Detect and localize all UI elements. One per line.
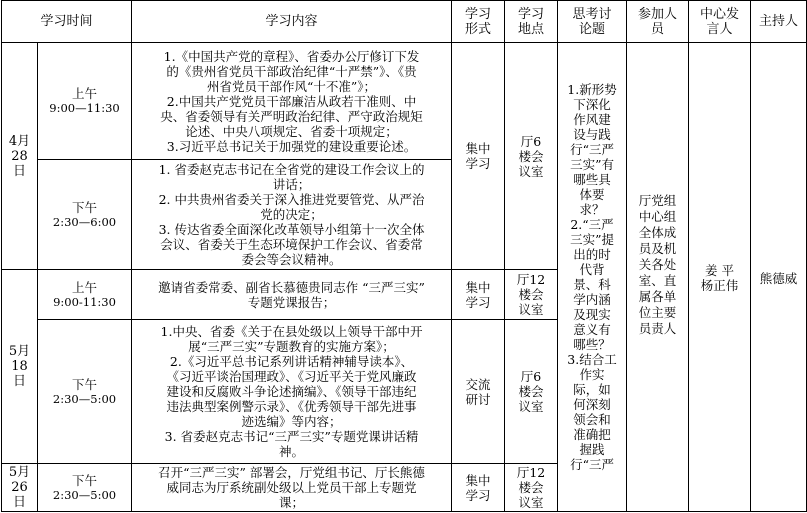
discussion-topics: 1.新形势 下深化 作风建 设与践 行“三严 三实”有 哪些具 体要 求？ 2.“三严 三实”提 出的时 代背 景、科 学内涵 及现实 意义有 哪些？ 3.结合工 作实 际，如 何深刻 领会和 准确把 握践 行“三严 bbox=[558, 43, 627, 512]
header-discussion-topics: 思考讨 论题 bbox=[558, 1, 627, 43]
header-study-form: 学习 形式 bbox=[452, 1, 505, 43]
study-place: 厅6 楼会 议室 bbox=[505, 320, 558, 464]
study-form: 交流 研讨 bbox=[452, 320, 505, 464]
participants: 厅党组 中心组 全体成 员及机 关各处 室、直 属各单 位主要 员责人 bbox=[627, 43, 689, 512]
study-form: 集中 学习 bbox=[452, 464, 505, 512]
header-speakers: 中心发 言人 bbox=[689, 1, 751, 43]
study-place: 厅12 楼会 议室 bbox=[505, 270, 558, 320]
session-time: 下午 2:30—6:00 bbox=[38, 160, 132, 270]
study-content: 1. 省委赵克志书记在全省党的建设工作会议上的 讲话； 2. 中共贵州省委关于深入推进党要管党、从严治 党的决定； 3. 传达省委全面深化改革领导小组第十一次全体 会议、省委关于生态环境保护工作会议、省委常 委会等会议精神。 bbox=[132, 160, 452, 270]
study-schedule-table bbox=[1, 0, 807, 512]
header-study-place: 学习 地点 bbox=[505, 1, 558, 43]
session-time: 下午 2:30—5:00 bbox=[38, 464, 132, 512]
table-row bbox=[2, 43, 807, 160]
study-form: 集中 学习 bbox=[452, 43, 505, 270]
date-may-18: 5月 18 日 bbox=[2, 270, 38, 464]
date-may-26: 5月 26 日 bbox=[2, 464, 38, 512]
host: 熊德威 bbox=[751, 43, 807, 512]
header-row bbox=[2, 1, 807, 43]
study-content: 召开“三严三实” 部署会，厅党组书记、厅长熊德 威同志为厅系统副处级以上党员干部上专题党 课； bbox=[132, 464, 452, 512]
study-place: 厅12 楼会 议室 bbox=[505, 464, 558, 512]
session-time: 上午 9:00-11:30 bbox=[38, 270, 132, 320]
study-form: 集中 学习 bbox=[452, 270, 505, 320]
speakers: 姜 平 杨正伟 bbox=[689, 43, 751, 512]
study-place: 厅6 楼会 议室 bbox=[505, 43, 558, 270]
session-time: 上午 9:00—11:30 bbox=[38, 43, 132, 160]
study-content: 1.中央、省委《关于在县处级以上领导干部中开 展“三严三实”专题教育的实施方案》； 2.《习近平总书记系列讲话精神辅导读本》、 《习近平谈治国理政》、《习近平关于党风廉政 建设和反腐败斗争论述摘编》、《领导干部违纪 违法典型案例警示录》、《优秀领导干部先进事 迹选编》等内容； 3. 省委赵克志书记“三严三实”专题党课讲话精 神。 bbox=[132, 320, 452, 464]
study-content: 邀请省委常委、副省长慕德贵同志作 “三严三实” 专题党课报告； bbox=[132, 270, 452, 320]
header-participants: 参加人 员 bbox=[627, 1, 689, 43]
header-study-time: 学习时间 bbox=[2, 1, 132, 43]
header-study-content: 学习内容 bbox=[132, 1, 452, 43]
header-host: 主持人 bbox=[751, 1, 807, 43]
session-time: 下午 2:30—5:00 bbox=[38, 320, 132, 464]
date-apr-28: 4月 28 日 bbox=[2, 43, 38, 270]
study-content: 1.《中国共产党的章程》、省委办公厅修订下发 的《贵州省党员干部政治纪律“十严禁”》、《贵 州省党员干部作风“十不准”》； 2.中国共产党党员干部廉洁从政若干准则、中 央、省委领导有关严明政治纪律、严守政治规矩 论述、中央八项规定、省委十项规定； 3.习近平总书记关于加强党的建设重要论述。 bbox=[132, 43, 452, 160]
